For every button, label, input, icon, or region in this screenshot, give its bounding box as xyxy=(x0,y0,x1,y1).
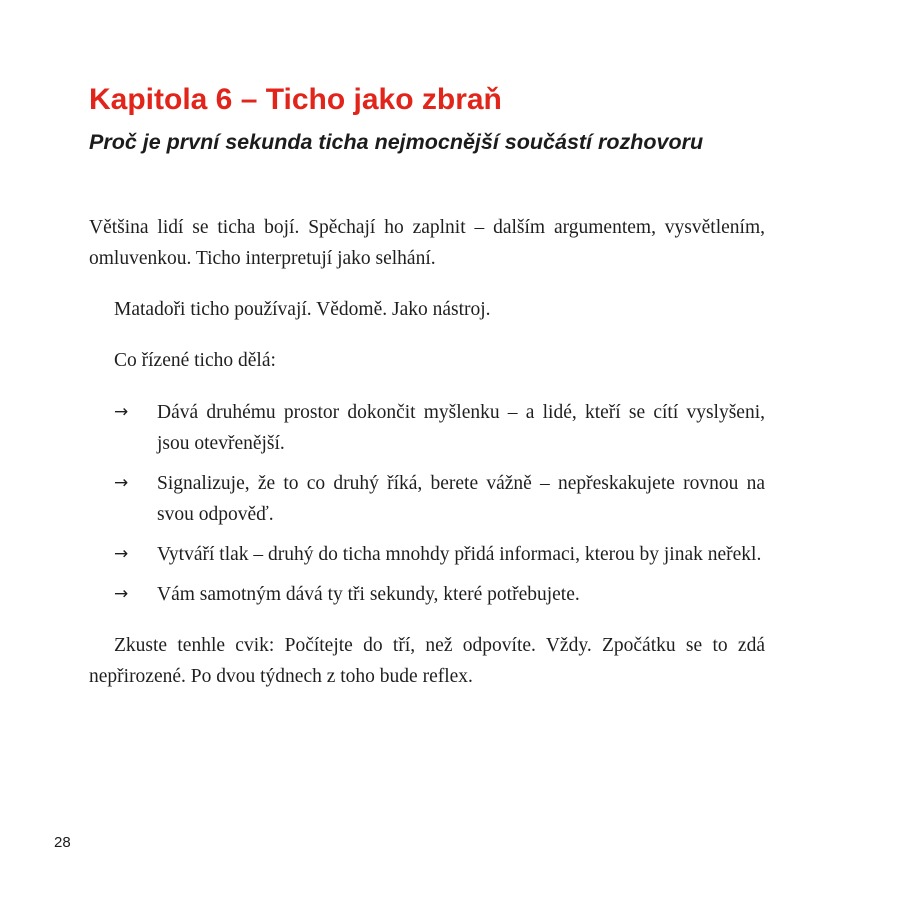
arrow-right-icon: → xyxy=(114,544,129,564)
arrow-right-icon: → xyxy=(114,473,129,493)
arrow-right-icon: → xyxy=(114,402,129,422)
list-item-text: Vám samotným dává ty tři sekundy, které potřebujete. xyxy=(157,584,580,605)
silence-benefits-list xyxy=(89,397,765,610)
arrow-right-icon: → xyxy=(114,584,129,604)
exercise-paragraph: Zkuste tenhle cvik: Počítejte do tří, než odpovíte. Vždy. Zpočátku se to zdá nepřirozené. Po dvou týdnech z toho bude reflex. xyxy=(89,635,765,687)
list-item xyxy=(89,468,765,530)
intro-paragraph: Většina lidí se ticha bojí. Spěchají ho zaplnit – dalším argumentem, vysvětlením, omluvenkou. Ticho interpretují jako selhání. xyxy=(89,217,765,269)
chapter-title: Kapitola 6 – Ticho jako zbraň xyxy=(89,83,502,116)
list-item-text: Vytváří tlak – druhý do ticha mnohdy přidá informaci, kterou by jinak neřekl. xyxy=(157,544,762,565)
list-item-text: Dává druhému prostor dokončit myšlenku – a lidé, kteří se cítí vyslyšeni, jsou otevřenější. xyxy=(157,402,765,454)
list-item xyxy=(89,397,765,459)
list-item xyxy=(89,539,765,570)
chapter-body xyxy=(89,212,765,692)
list-item-text: Signalizuje, že to co druhý říká, berete vážně – nepřeskakujete rovnou na svou odpověď. xyxy=(157,473,765,525)
chapter-subtitle: Proč je první sekunda ticha nejmocnější součástí rozhovoru xyxy=(89,130,704,154)
lead-in-paragraph: Co řízené ticho dělá: xyxy=(114,350,276,371)
list-item xyxy=(89,579,765,610)
page-number: 28 xyxy=(54,834,71,851)
matadors-paragraph: Matadoři ticho používají. Vědomě. Jako nástroj. xyxy=(114,299,491,320)
